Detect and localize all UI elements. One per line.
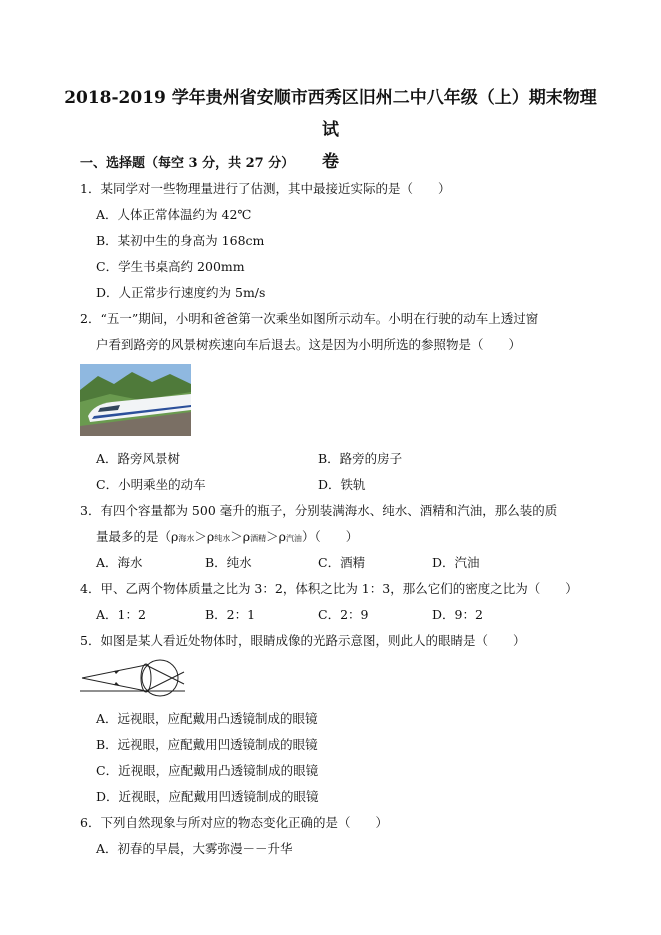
train-illustration [80,364,191,436]
subscript-seawater: 海水 [178,534,195,543]
eye-diagram [80,656,185,698]
question-1-option-a: A．人体正常体温约为 42℃ [96,207,252,222]
subscript-gasoline: 汽油 [285,534,302,543]
question-1-option-c: C．学生书桌高约 200mm [96,259,245,274]
question-3-stem-suffix: ）（ ） [301,529,359,544]
eye-optics-illustration [80,656,185,698]
question-4-option-c: C．2：9 [318,607,369,622]
question-2-option-d: D．铁轨 [318,477,366,492]
question-4-option-b: B．2：1 [205,607,256,622]
question-3-option-d: D．汽油 [432,555,480,570]
question-4-option-d: D．9：2 [432,607,483,622]
question-5-stem: 5．如图是某人看近处物体时，眼睛成像的光路示意图，则此人的眼睛是（ ） [80,633,526,648]
question-1-stem: 1．某同学对一些物理量进行了估测，其中最接近实际的是（ ） [80,181,451,196]
question-5-option-a: A．远视眼，应配戴用凸透镜制成的眼镜 [96,711,318,726]
question-2-option-a: A．路旁风景树 [96,451,181,466]
question-1-option-b: B．某初中生的身高为 168cm [96,233,265,248]
train-photo [80,364,191,436]
question-4-option-a: A．1：2 [96,607,146,622]
title-line-1: 2018-2019 学年贵州省安顺市西秀区旧州二中八年级（上）期末物理试 [64,88,597,140]
question-1-option-d: D．人正常步行速度约为 5m/s [96,285,266,300]
question-3-option-b: B．纯水 [205,555,252,570]
subscript-pure-water: 纯水 [214,534,231,543]
question-3-stem-prefix: 量最多的是（ρ [96,529,179,544]
question-5-option-c: C．近视眼，应配戴用凸透镜制成的眼镜 [96,763,319,778]
question-5-option-d: D．近视眼，应配戴用凹透镜制成的眼镜 [96,789,319,804]
question-2-stem-line-1: 2．“五一”期间，小明和爸爸第一次乘坐如图所示动车。小明在行驶的动车上透过窗 [80,311,539,326]
question-2-stem-line-2: 户看到路旁的风景树疾速向车后退去。这是因为小明所选的参照物是（ ） [96,337,522,352]
title-line-2: 卷 [322,152,339,172]
question-2-option-c: C．小明乘坐的动车 [96,477,206,492]
greater-than-rho-2: ＞ρ [230,529,251,544]
question-3-option-c: C．酒精 [318,555,366,570]
question-3-stem-line-1: 3．有四个容量都为 500 毫升的瓶子，分别装满海水、纯水、酒精和汽油，那么装的质 [80,503,558,518]
section-heading: 一、选择题（每空 3 分，共 27 分） [80,156,295,171]
subscript-alcohol: 酒精 [250,534,267,543]
greater-than-rho-1: ＞ρ [194,529,215,544]
question-5-option-b: B．远视眼，应配戴用凹透镜制成的眼镜 [96,737,318,752]
question-4-stem: 4．甲、乙两个物体质量之比为 3：2，体积之比为 1：3，那么它们的密度之比为（ ） [80,581,578,596]
question-2-option-b: B．路旁的房子 [318,451,403,466]
question-3-option-a: A．海水 [96,555,143,570]
question-6-stem: 6．下列自然现象与所对应的物态变化正确的是（ ） [80,815,388,830]
question-3-stem-line-2 [96,528,358,548]
question-6-option-a: A．初春的早晨，大雾弥漫－－升华 [96,841,293,856]
greater-than-rho-3: ＞ρ [266,529,286,544]
